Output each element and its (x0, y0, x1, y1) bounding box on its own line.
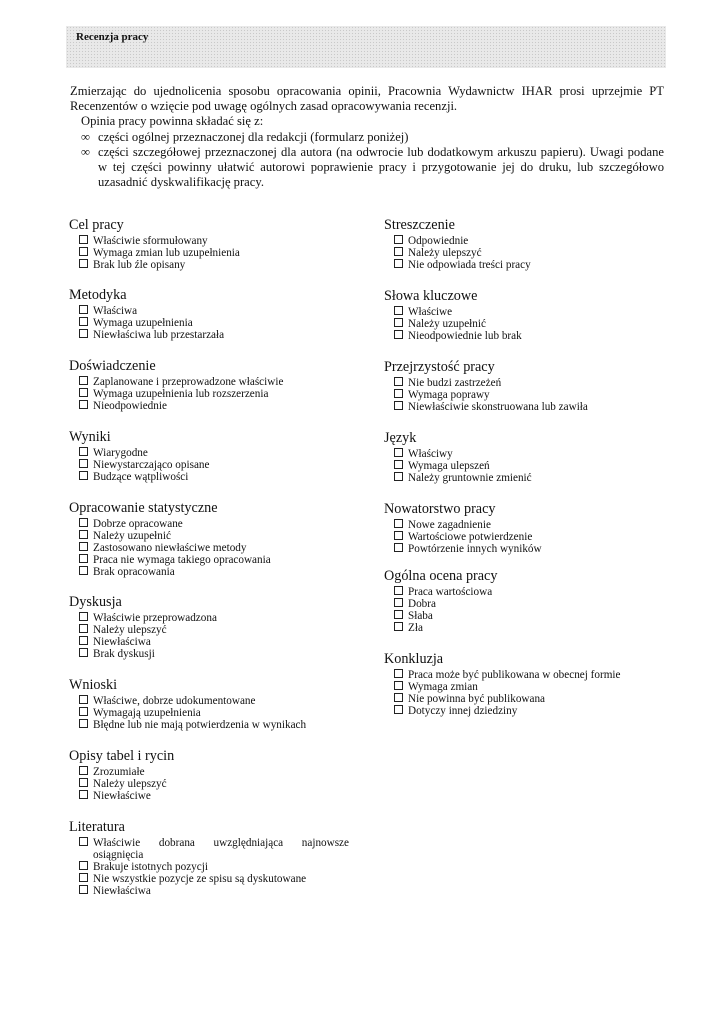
checkbox[interactable] (79, 235, 88, 244)
checkbox[interactable] (394, 330, 403, 339)
option-row[interactable] (69, 837, 359, 861)
option-label: Niewłaściwe (93, 790, 151, 802)
checkbox[interactable] (79, 612, 88, 621)
option-row[interactable] (69, 459, 359, 471)
intro-bullet-text: części szczegółowej przeznaczonej dla autora (na odwrocie lub dodatkowym arkuszu papieru). Uwagi podane w tej części powinny ułatwić autorowi poprawienie pracy i przygotowanie jej do druku, lub szczegółowo uzasadnić dyskwalifikację pracy. (98, 144, 664, 190)
checkbox[interactable] (79, 873, 88, 882)
checkbox[interactable] (79, 376, 88, 385)
option-row[interactable] (69, 707, 359, 719)
option-label: Nie powinna być publikowana (408, 693, 546, 705)
option-row[interactable] (69, 317, 359, 329)
section-title: Metodyka (69, 287, 127, 303)
page-title: Recenzja pracy (76, 31, 149, 43)
option-label: Należy ulepszyć (93, 778, 167, 790)
option-row[interactable] (69, 719, 359, 731)
option-label: Błędne lub nie mają potwierdzenia w wynikach (93, 719, 307, 731)
section-konkluzja (384, 651, 674, 717)
option-label: Właściwe, dobrze udokumentowane (93, 695, 256, 707)
option-label: Odpowiednie (408, 235, 469, 247)
checkbox[interactable] (394, 448, 403, 457)
option-label: Nowe zagadnienie (408, 519, 491, 531)
section-slowa-kluczowe (384, 288, 674, 342)
option-row[interactable] (384, 519, 674, 531)
checkbox[interactable] (394, 543, 403, 552)
section-opisy-tabel-i-rycin (69, 748, 359, 802)
option-label: Brakuje istotnych pozycji (93, 861, 208, 873)
option-row[interactable] (69, 648, 359, 660)
section-jezyk (384, 430, 674, 484)
option-row[interactable] (69, 636, 359, 648)
option-label: Wymaga uzupełnienia lub rozszerzenia (93, 388, 269, 400)
option-row[interactable] (384, 377, 674, 389)
section-wnioski (69, 677, 359, 731)
option-row[interactable] (69, 566, 359, 578)
option-label: Wymaga ulepszeń (408, 460, 490, 472)
option-row[interactable] (384, 472, 674, 484)
option-label: Należy ulepszyć (93, 624, 167, 636)
option-label: Wymaga uzupełnienia (93, 317, 193, 329)
section-title: Cel pracy (69, 217, 124, 233)
checkbox[interactable] (79, 566, 88, 575)
option-row[interactable] (69, 542, 359, 554)
checkbox[interactable] (79, 447, 88, 456)
option-row[interactable] (384, 622, 674, 634)
option-label: Należy uzupełnić (93, 530, 171, 542)
option-label: Wymagają uzupełnienia (93, 707, 201, 719)
checkbox[interactable] (79, 636, 88, 645)
option-row[interactable] (69, 790, 359, 802)
option-row[interactable] (384, 543, 674, 555)
option-label: Nie wszystkie pozycje ze spisu są dyskutowane (93, 873, 307, 885)
section-title: Literatura (69, 819, 125, 835)
checkbox[interactable] (79, 317, 88, 326)
option-row[interactable] (384, 586, 674, 598)
option-row[interactable] (69, 247, 359, 259)
checkbox[interactable] (79, 695, 88, 704)
checkbox[interactable] (79, 624, 88, 633)
option-label: Właściwie przeprowadzona (93, 612, 217, 624)
option-row[interactable] (69, 861, 359, 873)
section-opracowanie-statystyczne (69, 500, 359, 578)
option-row[interactable] (384, 669, 674, 681)
checkbox[interactable] (394, 622, 403, 631)
checkbox[interactable] (394, 598, 403, 607)
option-row[interactable] (384, 330, 674, 342)
option-label: Właściwa (93, 305, 138, 317)
checkbox[interactable] (394, 318, 403, 327)
section-title: Opracowanie statystyczne (69, 500, 218, 516)
infinity-bullet-icon: ∞ (81, 144, 90, 159)
option-row[interactable] (69, 766, 359, 778)
option-row[interactable] (384, 693, 674, 705)
section-title: Przejrzystość pracy (384, 359, 495, 375)
section-ogolna-ocena-pracy (384, 568, 674, 634)
option-row[interactable] (69, 554, 359, 566)
header-band (66, 26, 666, 68)
option-row[interactable] (69, 259, 359, 271)
section-przejrzystosc-pracy (384, 359, 674, 413)
option-row[interactable] (69, 329, 359, 341)
option-label: Nieodpowiednie lub brak (408, 330, 522, 342)
section-title: Wnioski (69, 677, 118, 693)
checkbox[interactable] (394, 693, 403, 702)
option-label: Wymaga poprawy (408, 389, 490, 401)
option-label: Zła (408, 622, 423, 634)
checkbox[interactable] (394, 247, 403, 256)
checkbox[interactable] (79, 259, 88, 268)
option-label: Zrozumiałe (93, 766, 145, 778)
checkbox[interactable] (394, 586, 403, 595)
option-row[interactable] (384, 235, 674, 247)
section-title: Język (384, 430, 417, 446)
checkbox[interactable] (394, 519, 403, 528)
section-metodyka (69, 287, 359, 341)
checkbox[interactable] (79, 778, 88, 787)
section-title: Opisy tabel i rycin (69, 748, 175, 764)
section-nowatorstwo-pracy (384, 501, 674, 555)
intro-bullet-text: części ogólnej przeznaczonej dla redakcji (formularz poniżej) (98, 129, 409, 144)
section-title: Wyniki (69, 429, 111, 445)
option-row[interactable] (69, 447, 359, 459)
checkbox[interactable] (79, 790, 88, 799)
checkbox[interactable] (394, 669, 403, 678)
checkbox[interactable] (394, 259, 403, 268)
checkbox[interactable] (79, 766, 88, 775)
checkbox[interactable] (79, 719, 88, 728)
option-row[interactable] (69, 873, 359, 885)
option-label: Powtórzenie innych wyników (408, 543, 542, 555)
checkbox[interactable] (79, 648, 88, 657)
option-label: Budzące wątpliwości (93, 471, 189, 483)
section-literatura (69, 819, 359, 897)
option-row[interactable] (69, 885, 359, 897)
option-label: Dobra (408, 598, 436, 610)
option-row[interactable] (384, 247, 674, 259)
checkbox[interactable] (79, 518, 88, 527)
checkbox[interactable] (394, 235, 403, 244)
section-title: Doświadczenie (69, 358, 156, 374)
checkbox[interactable] (79, 459, 88, 468)
infinity-bullet-icon: ∞ (81, 129, 90, 144)
option-label: Należy uzupełnić (408, 318, 486, 330)
option-row[interactable] (69, 388, 359, 400)
option-label: Niewłaściwa (93, 636, 151, 648)
option-row[interactable] (384, 306, 674, 318)
section-title: Konkluzja (384, 651, 444, 667)
option-label: Wartościowe potwierdzenie (408, 531, 533, 543)
option-label: Właściwe (408, 306, 453, 318)
checkbox[interactable] (394, 460, 403, 469)
checkbox[interactable] (79, 554, 88, 563)
checkbox[interactable] (394, 681, 403, 690)
option-label: Dobrze opracowane (93, 518, 183, 530)
option-row[interactable] (69, 530, 359, 542)
option-row[interactable] (69, 471, 359, 483)
option-label: Praca wartościowa (408, 586, 493, 598)
option-label: Wiarygodne (93, 447, 148, 459)
checkbox[interactable] (79, 530, 88, 539)
option-label: Wymaga zmian lub uzupełnienia (93, 247, 240, 259)
intro-bullet (70, 145, 664, 191)
option-row[interactable] (384, 401, 674, 413)
checkbox[interactable] (79, 837, 88, 846)
option-label: Brak lub źle opisany (93, 259, 186, 271)
section-title: Ogólna ocena pracy (384, 568, 498, 584)
section-title: Słowa kluczowe (384, 288, 478, 304)
option-row[interactable] (69, 624, 359, 636)
checkbox[interactable] (394, 531, 403, 540)
option-label: Właściwie dobrana uwzględniająca najnowsze osiągnięcia (93, 837, 349, 861)
option-label: Praca może być publikowana w obecnej formie (408, 669, 621, 681)
checkbox[interactable] (394, 472, 403, 481)
option-row[interactable] (69, 518, 359, 530)
intro-bullet (70, 130, 664, 145)
option-row[interactable] (384, 259, 674, 271)
option-row[interactable] (69, 376, 359, 388)
checkbox[interactable] (394, 306, 403, 315)
checkbox[interactable] (79, 305, 88, 314)
option-label: Wymaga zmian (408, 681, 478, 693)
option-row[interactable] (69, 695, 359, 707)
option-row[interactable] (384, 598, 674, 610)
option-label: Nieodpowiednie (93, 400, 167, 412)
option-label: Nie odpowiada treści pracy (408, 259, 531, 271)
option-row[interactable] (384, 460, 674, 472)
option-label: Nie budzi zastrzeżeń (408, 377, 502, 389)
section-streszczenie (384, 217, 674, 271)
checkbox[interactable] (394, 377, 403, 386)
checkbox[interactable] (394, 389, 403, 398)
checkbox[interactable] (79, 542, 88, 551)
option-label: Właściwy (408, 448, 453, 460)
section-wyniki (69, 429, 359, 483)
intro-paragraph: Zmierzając do ujednolicenia sposobu opracowania opinii, Pracownia Wydawnictw IHAR prosi uprzejmie PT Recenzentów o wzięcie pod uwagę ogólnych zasad opracowywania recenzji. (70, 84, 664, 114)
option-label: Należy ulepszyć (408, 247, 482, 259)
section-title: Streszczenie (384, 217, 455, 233)
option-label: Niewystarczająco opisane (93, 459, 210, 471)
option-row[interactable] (384, 681, 674, 693)
option-label: Brak opracowania (93, 566, 175, 578)
option-label: Zaplanowane i przeprowadzone właściwie (93, 376, 284, 388)
option-row[interactable] (384, 705, 674, 717)
checkbox[interactable] (394, 401, 403, 410)
option-row[interactable] (69, 400, 359, 412)
option-row[interactable] (384, 318, 674, 330)
section-title: Nowatorstwo pracy (384, 501, 496, 517)
intro-lead: Opinia pracy powinna składać się z: (81, 114, 264, 129)
section-dyskusja (69, 594, 359, 660)
section-doswiadczenie (69, 358, 359, 412)
checkbox[interactable] (79, 388, 88, 397)
option-label: Niewłaściwa lub przestarzała (93, 329, 225, 341)
option-row[interactable] (384, 389, 674, 401)
option-row[interactable] (384, 531, 674, 543)
checkbox[interactable] (79, 400, 88, 409)
intro-text (70, 84, 664, 190)
option-row[interactable] (69, 305, 359, 317)
option-label: Dotyczy innej dziedziny (408, 705, 518, 717)
checkbox[interactable] (79, 885, 88, 894)
checkbox[interactable] (79, 471, 88, 480)
option-label: Praca nie wymaga takiego opracowania (93, 554, 271, 566)
option-label: Niewłaściwie skonstruowana lub zawiła (408, 401, 588, 413)
checkbox[interactable] (79, 247, 88, 256)
option-label: Niewłaściwa (93, 885, 151, 897)
option-row[interactable] (69, 778, 359, 790)
option-row[interactable] (384, 448, 674, 460)
option-row[interactable] (69, 235, 359, 247)
option-row[interactable] (69, 612, 359, 624)
option-label: Brak dyskusji (93, 648, 155, 660)
option-row[interactable] (384, 610, 674, 622)
option-label: Właściwie sformułowany (93, 235, 208, 247)
section-title: Dyskusja (69, 594, 122, 610)
checkbox[interactable] (394, 705, 403, 714)
right-column (384, 217, 674, 717)
checkbox[interactable] (79, 707, 88, 716)
option-label: Zastosowano niewłaściwe metody (93, 542, 247, 554)
left-column (69, 217, 359, 897)
checkbox[interactable] (79, 329, 88, 338)
section-cel-pracy (69, 217, 359, 271)
checkbox[interactable] (394, 610, 403, 619)
option-label: Słaba (408, 610, 433, 622)
checkbox[interactable] (79, 861, 88, 870)
option-label: Należy gruntownie zmienić (408, 472, 532, 484)
